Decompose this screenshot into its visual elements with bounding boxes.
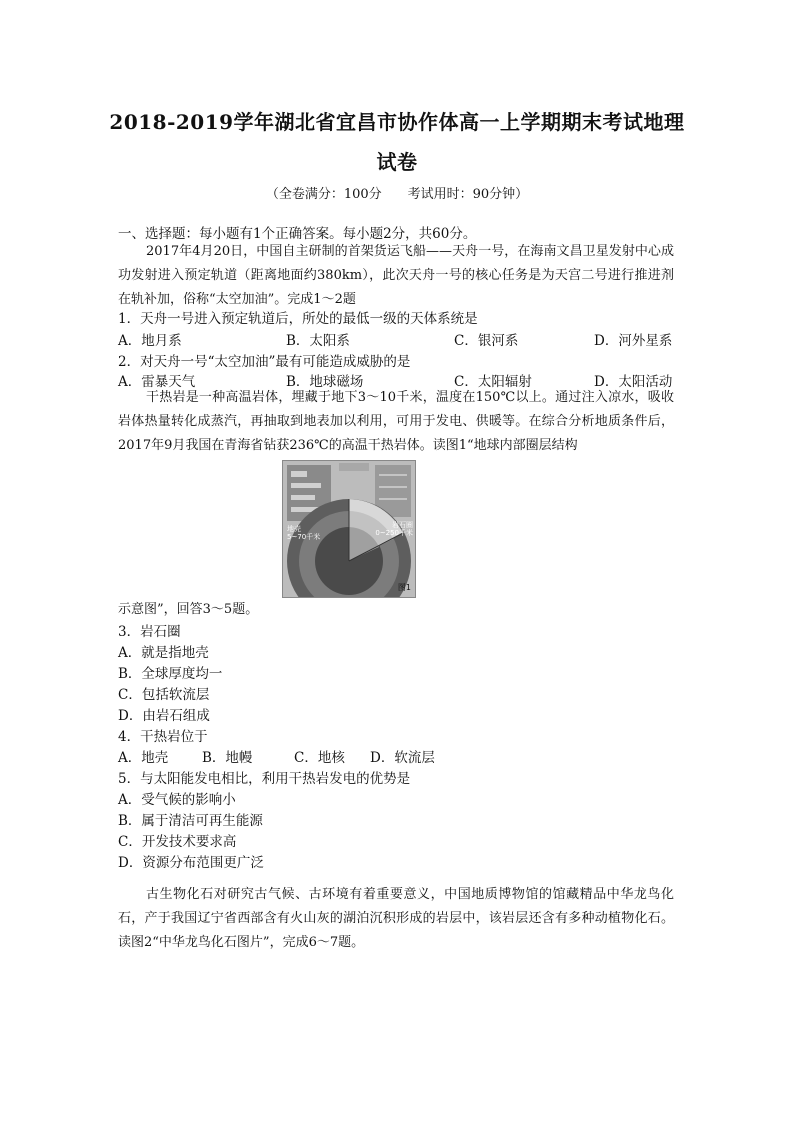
figure-label-lithosphere-depth: 0~250千米 <box>375 529 413 537</box>
passage-2: 干热岩是一种高温岩体，埋藏于地下3～10千米，温度在150℃以上。通过注入凉水，吸收岩体热量转化成蒸汽，再抽取到地表加以利用，可用于发电、供暖等。在综合分析地质条件后，2017年9月我国在青海省钻获236℃的高温干热岩体。读图1“地球内部圈层结构 <box>118 390 674 453</box>
option-b: B．地幔 <box>202 750 253 766</box>
option-a: A．地月系 <box>118 333 182 349</box>
figure-label-crust-depth: 5~70千米 <box>287 533 321 541</box>
page-title: 2018-2019学年湖北省宜昌市协作体高一上学期期末考试地理 <box>109 110 685 134</box>
question-5-option-a: A．受气候的影响小 <box>118 792 236 808</box>
option-c: C．太阳辐射 <box>454 374 532 390</box>
question-5-option-c: C．开发技术要求高 <box>118 834 237 850</box>
figure-label-lithosphere: 岩石圈 <box>392 521 413 529</box>
question-5-option-b: B．属于清洁可再生能源 <box>118 813 263 829</box>
option-d: D．河外星系 <box>594 333 673 349</box>
option-d: D．太阳活动 <box>594 374 673 390</box>
option-b: B．地球磁场 <box>286 374 364 390</box>
option-c: C．地核 <box>294 750 345 766</box>
option-d: D．软流层 <box>370 750 435 766</box>
question-3-option-b: B．全球厚度均一 <box>118 666 223 682</box>
question-3-stem: 3．岩石圈 <box>118 624 181 640</box>
passage-1: 2017年4月20日，中国自主研制的首架货运飞船——天舟一号，在海南文昌卫星发射中心成功发射进入预定轨道（距离地面约380km），此次天舟一号的核心任务是为天宫二号进行推进剂在轨补加，俗称“太空加油”。完成1～2题 <box>118 244 674 307</box>
question-3-option-a: A．就是指地壳 <box>118 645 209 661</box>
figure-caption: 图1 <box>397 583 411 592</box>
question-2-stem: 2．对天舟一号“太空加油”最有可能造成威胁的是 <box>118 354 411 370</box>
option-a: A．地壳 <box>118 750 169 766</box>
question-3-option-d: D．由岩石组成 <box>118 708 210 724</box>
passage-2-end: 示意图”，回答3～5题。 <box>118 602 259 617</box>
option-b: B．太阳系 <box>286 333 350 349</box>
passage-3: 古生物化石对研究古气候、古环境有着重要意义，中国地质博物馆的馆藏精品中华龙鸟化石，产于我国辽宁省西部含有火山灰的湖泊沉积形成的岩层中，该岩层还含有多种动植物化石。读图2“中华龙鸟化石图片”，完成6～7题。 <box>118 887 674 950</box>
question-5-option-d: D．资源分布范围更广泛 <box>118 855 264 871</box>
question-5-stem: 5．与太阳能发电相比，利用干热岩发电的优势是 <box>118 771 411 787</box>
section-heading: 一、选择题：每小题有1个正确答案。每小题2分，共60分。 <box>118 226 477 242</box>
question-1-stem: 1．天舟一号进入预定轨道后，所处的最低一级的天体系统是 <box>118 311 478 327</box>
question-3-option-c: C．包括软流层 <box>118 687 210 703</box>
option-c: C．银河系 <box>454 333 519 349</box>
option-a: A．雷暴天气 <box>118 374 196 390</box>
figure-label-crust: 地壳 <box>287 525 301 533</box>
earth-interior-figure <box>282 460 416 598</box>
question-4-stem: 4．干热岩位于 <box>118 729 208 745</box>
exam-info: （全卷满分：100分 考试用时：90分钟） <box>265 187 529 202</box>
page-title-continued: 试卷 <box>376 150 418 174</box>
